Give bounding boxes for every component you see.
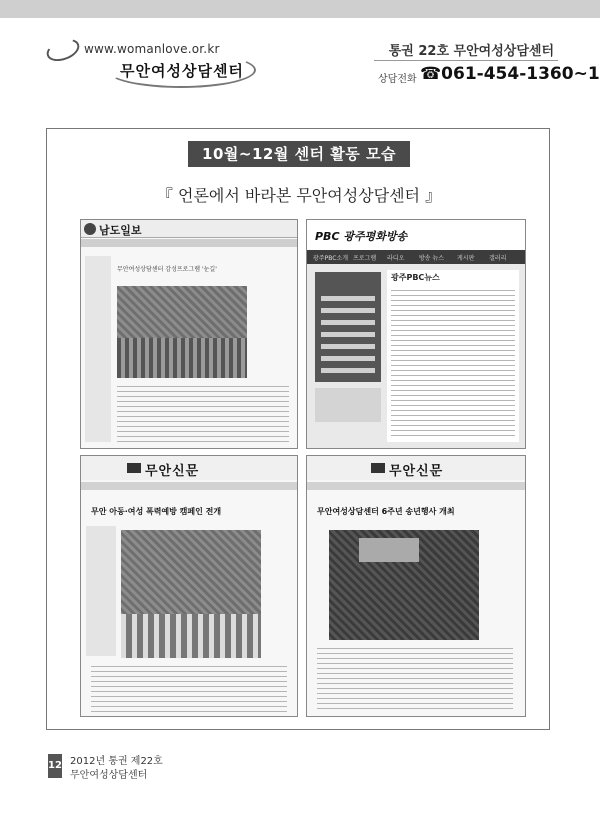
newspaper-logo-icon — [127, 463, 141, 473]
nav-item: 갤러리 — [489, 255, 507, 262]
clip-nav — [81, 482, 297, 490]
clip-nav — [81, 239, 297, 247]
newspaper-logo-icon — [371, 463, 385, 473]
clip-header — [81, 456, 297, 480]
news-panel — [387, 270, 519, 442]
header-divider — [374, 60, 558, 61]
press-clip-muan-campaign — [80, 455, 298, 717]
press-clip-namdo — [80, 219, 298, 449]
newspaper-name: 무안신문 — [145, 464, 200, 479]
activity-frame — [46, 128, 550, 730]
campaign-photo — [121, 530, 261, 658]
newspaper-name: 남도일보 — [99, 224, 142, 237]
swirl-logo-icon — [44, 35, 83, 65]
article-body — [117, 386, 289, 442]
clip-nav — [307, 250, 525, 264]
phone-label: 상담전화 — [378, 74, 417, 85]
broadcaster-name: PBC 광주평화방송 — [315, 230, 408, 243]
event-photo — [329, 530, 479, 640]
nav-item: 광주PBC소개 — [313, 255, 349, 262]
article-body — [317, 648, 513, 712]
press-clip-muan-anniversary — [306, 455, 526, 717]
clip-sidebar — [86, 526, 116, 656]
nav-item: 프로그램 — [353, 255, 377, 262]
nav-item: 방송 뉴스 — [419, 255, 445, 262]
news-section-title: 광주PBC뉴스 — [391, 273, 440, 282]
clip-header — [81, 220, 297, 238]
center-logo — [46, 38, 246, 88]
newspaper-name: 무안신문 — [389, 464, 444, 479]
newspaper-logo-icon — [84, 223, 96, 235]
logo-url[interactable]: www.womanlove.or.kr — [84, 42, 220, 56]
page-number: 12 — [48, 754, 62, 778]
article-body — [91, 666, 287, 712]
issue-label: 통권 22호 무안여성상담센터 — [388, 44, 554, 59]
logo-name: 무안여성상담센터 — [120, 62, 244, 80]
section-subtitle: 『 언론에서 바라본 무안여성상담센터 』 — [156, 186, 442, 205]
broadcast-program-box — [315, 388, 381, 422]
program-menu — [315, 272, 381, 382]
clip-nav — [307, 482, 525, 490]
nav-item: 게시판 — [457, 255, 475, 262]
news-body — [391, 290, 515, 436]
group-photo — [117, 286, 247, 378]
nav-item: 라디오 — [387, 255, 405, 262]
press-clip-pbc — [306, 219, 526, 449]
section-banner: 10월~12월 센터 활동 모습 — [188, 141, 410, 167]
footer-org: 무안여성상담센터 — [70, 770, 148, 781]
article-headline: 무안여성상담센터 6주년 송년행사 개최 — [317, 507, 455, 516]
top-strip — [0, 0, 600, 18]
clip-sidebar — [85, 256, 111, 442]
article-headline: 무안 아동·여성 폭력예방 캠페인 전개 — [91, 507, 222, 516]
clip-header — [307, 220, 525, 250]
article-headline: 무안여성상담센터 감성프로그램 '눈길' — [117, 266, 217, 273]
clip-header — [307, 456, 525, 480]
phone-number: ☎061-454-1360~1 — [420, 64, 600, 84]
footer-issue: 2012년 통권 제22호 — [70, 756, 163, 767]
